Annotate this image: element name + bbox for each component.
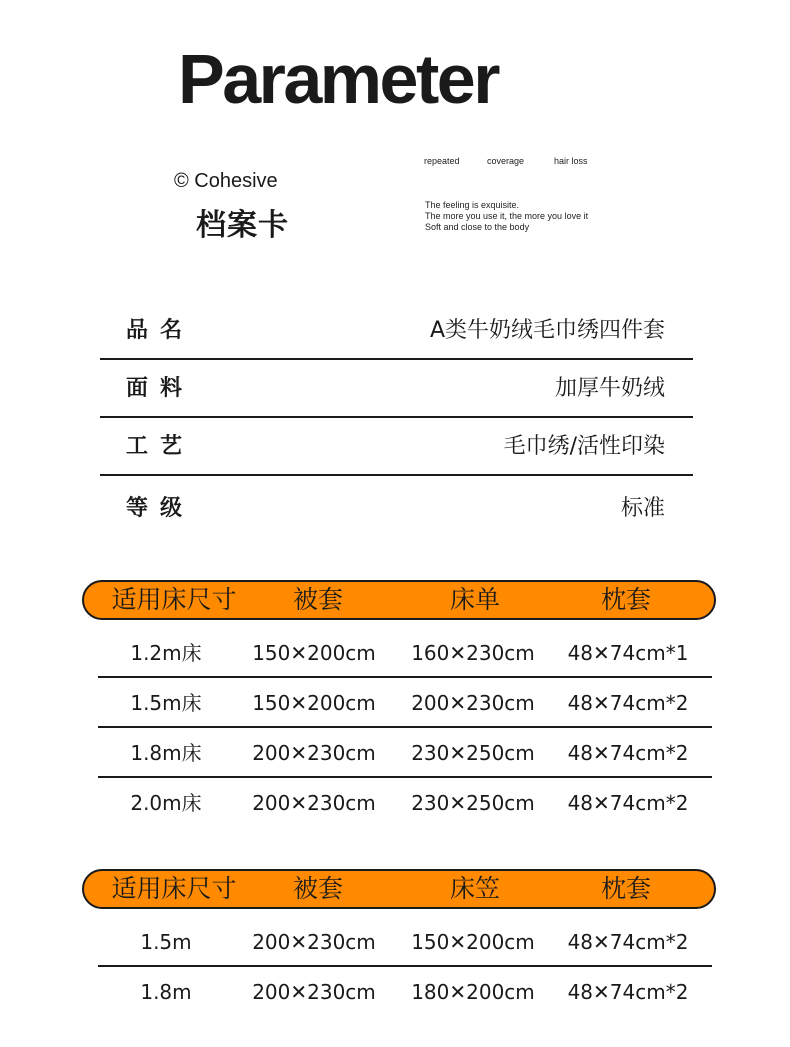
- cell-duvet-cover: 150✕200cm: [252, 691, 376, 715]
- table-row: [98, 628, 712, 678]
- cell-pillowcase: [568, 628, 689, 678]
- header-bed-size: 适用床尺寸: [111, 585, 237, 614]
- header-pillowcase: 枕套: [600, 874, 652, 903]
- page-title: Parameter: [178, 40, 498, 118]
- table-row: [98, 967, 712, 1017]
- spec-label: 等级: [126, 496, 195, 521]
- cell-duvet-cover: 200✕230cm: [252, 930, 376, 954]
- cell-duvet-cover: 200✕230cm: [252, 791, 376, 815]
- cell-flat-sheet: 160✕230cm: [411, 641, 535, 665]
- fitted-sheet-table-header: [82, 869, 716, 909]
- table-row: [98, 917, 712, 967]
- cell-pillowcase: 48✕74cm*2: [567, 791, 689, 815]
- tagline-line: The more you use it, the more you love it: [425, 211, 589, 221]
- header-duvet-cover: 被套: [292, 874, 344, 903]
- cell-bed-size: 1.5m: [140, 930, 192, 954]
- spec-label: 品名: [126, 318, 195, 343]
- card-title: 档案卡: [196, 208, 289, 243]
- cell-pillowcase: 48✕74cm*2: [567, 980, 689, 1004]
- cell-pillowcase: 48✕74cm*2: [567, 930, 689, 954]
- tag-repeated: repeated: [424, 156, 460, 166]
- header-fitted-sheet: 床笠: [449, 874, 501, 903]
- tag-coverage: coverage: [487, 156, 525, 166]
- tagline: [425, 200, 588, 233]
- cell-duvet-cover: 150✕200cm: [252, 641, 376, 665]
- spec-value: 标准: [620, 496, 665, 521]
- header-bed-size: 适用床尺寸: [111, 874, 237, 903]
- table-row: [98, 778, 712, 828]
- table-row: [98, 678, 712, 728]
- cell-flat-sheet: 230✕250cm: [411, 741, 535, 765]
- tagline-line: Soft and close to the body: [425, 222, 530, 232]
- pillowcase-size: 48✕74cm*: [567, 641, 676, 665]
- spec-label: 面料: [126, 376, 195, 401]
- tag-hair-loss: hair loss: [554, 156, 588, 166]
- cell-duvet-cover: 200✕230cm: [252, 741, 376, 765]
- cell-fitted-sheet: 180✕200cm: [411, 980, 535, 1004]
- tagline-line: The feeling is exquisite.: [425, 200, 520, 210]
- spec-row-fabric: [100, 360, 693, 418]
- cell-duvet-cover: 200✕230cm: [252, 980, 376, 1004]
- cell-bed-size: 1.5m床: [130, 691, 202, 715]
- cell-pillowcase: 48✕74cm*2: [567, 741, 689, 765]
- cell-flat-sheet: 230✕250cm: [411, 791, 535, 815]
- spec-label: 工艺: [126, 434, 195, 459]
- size-table-header: [82, 580, 716, 620]
- header-flat-sheet: 床单: [449, 585, 501, 614]
- brand-name: © Cohesive: [174, 170, 278, 192]
- spec-value: A类牛奶绒毛巾绣四件套: [429, 318, 665, 343]
- cell-bed-size: 1.2m床: [130, 641, 202, 665]
- spec-row-grade: [100, 480, 693, 538]
- spec-row-craft: [100, 418, 693, 476]
- spec-value: 加厚牛奶绒: [554, 376, 665, 401]
- cell-fitted-sheet: 150✕200cm: [411, 930, 535, 954]
- header-duvet-cover: 被套: [292, 585, 344, 614]
- header-pillowcase: 枕套: [600, 585, 652, 614]
- cell-flat-sheet: 200✕230cm: [411, 691, 535, 715]
- cell-bed-size: 1.8m: [140, 980, 192, 1004]
- pillowcase-count: 1: [675, 641, 689, 665]
- spec-value: 毛巾绣/活性印染: [503, 434, 665, 459]
- cell-bed-size: 1.8m床: [130, 741, 202, 765]
- table-row: [98, 728, 712, 778]
- cell-pillowcase: 48✕74cm*2: [567, 691, 689, 715]
- divider: [100, 474, 693, 476]
- spec-row-name: [100, 302, 693, 360]
- cell-bed-size: 2.0m床: [130, 791, 202, 815]
